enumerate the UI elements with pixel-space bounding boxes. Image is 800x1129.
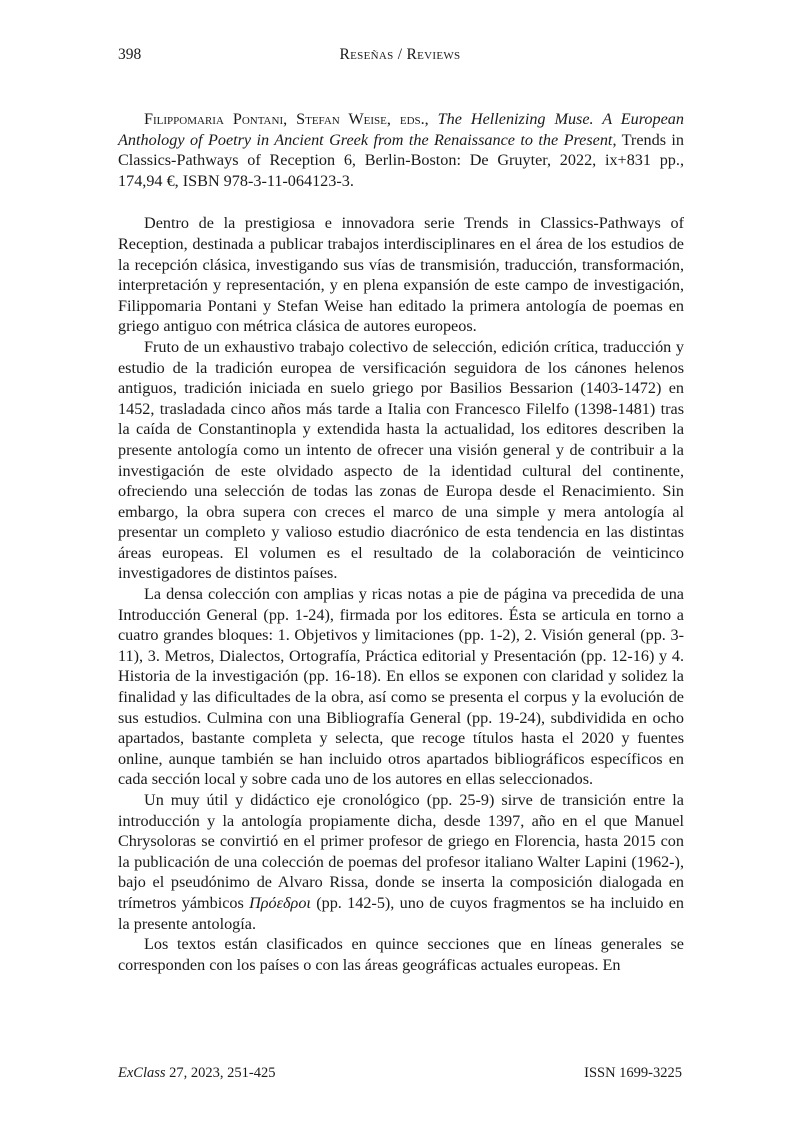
bibliographic-citation [118, 109, 684, 191]
paragraph [118, 790, 684, 934]
paragraph: La densa colección con amplias y ricas notas a pie de página va precedida de una Introducción General (pp. 1-24), firmada por los editores. Ésta se articula en torno a cuatro grandes bloques: 1. Objetivos y limitaciones (pp. 1-2), 2. Visión general (pp. 3-11), 3. Metros, Dialectos, Ortografía, Práctica editorial y Presentación (pp. 12-16) y 4. Historia de la investigación (pp. 16-18). En ellos se exponen con claridad y solidez la finalidad y las dificultades de la obra, así como se presenta el corpus y la evolución de sus estudios. Culmina con una Bibliografía General (pp. 19-24), subdividida en ocho apartados, bastante completa y selecta, que recoge títulos hasta el 2020 y fuentes online, aunque también se han incluido otros apartados bibliográficos específicos en cada sección local y sobre cada uno de los autores en ellas seleccionados. [118, 585, 684, 789]
greek-title: Πρόεδροι [249, 893, 311, 912]
citation-details: , Trends in Classics-Pathways of Reception 6, Berlin-Boston: De Gruyter, 2022, ix+831 pp., 174,94 €, ISBN 978-3-11-064123-3. [118, 130, 684, 190]
paragraph-text: (pp. 142-5), uno de cuyos fragmentos se ha incluido en la presente antología. [118, 893, 684, 933]
paragraph: Los textos están clasificados en quince secciones que en líneas generales se corresponden con los países o con las áreas geográficas actuales europeas. En [118, 935, 684, 974]
paragraph: Fruto de un exhaustivo trabajo colectivo de selección, edición crítica, traducción y estudio de la tradición europea de versificación seguidora de los cánones helenos antiguos, tradición iniciada en suelo griego por Basilios Bessarion (1403-1472) en 1452, trasladada cinco años más tarde a Italia con Francesco Filelfo (1398-1481) tras la caída de Constantinopla y extendida hasta la actualidad, los editores describen la presente antología como un intento de ofrecer una visión general y de contribuir a la investigación de este olvidado aspecto de la identidad cultural del continente, ofreciendo una selección de todas las zonas de Europa desde el Renacimiento. Sin embargo, la obra supera con creces el marco de una simple y mera antología al presentar un completo y valioso estudio diacrónico de esta tendencia en las distintas áreas europeas. El volumen es el resultado de la colaboración de veinticinco investigadores de distintos países. [118, 337, 684, 583]
paragraph: Dentro de la prestigiosa e innovadora serie Trends in Classics-Pathways of Reception, destinada a publicar trabajos interdisciplinares en el área de los estudios de la recepción clásica, investigando sus vías de transmisión, traducción, transformación, interpretación y representación, y en plena expansión de este campo de investigación, Filippomaria Pontani y Stefan Weise han editado la primera antología de poemas en griego antiguo con métrica clásica de autores europeos. [118, 214, 684, 336]
paragraph-text: Un muy útil y didáctico eje cronológico (pp. 25-9) sirve de transición entre la introducción y la antología propiamente dicha, desde 1397, año en el que Manuel Chrysoloras se convirtió en el primer profesor de griego en Florencia, hasta 2015 con la publicación de una colección de poemas del profesor italiano Walter Lapini (1962-), bajo el pseudónimo de Alvaro Rissa, donde se inserta la composición dialogada en trímetros yámbicos [118, 791, 684, 912]
issn: ISSN 1699-3225 [584, 1065, 682, 1081]
journal-reference [118, 1065, 276, 1082]
page-header [118, 46, 682, 68]
journal-name: ExClass [118, 1065, 166, 1081]
review-body [118, 109, 684, 975]
citation-authors: Filippomaria Pontani, Stefan Weise, eds., [144, 110, 429, 128]
page-footer [118, 1065, 682, 1085]
page-number: 398 [118, 46, 142, 63]
journal-volume: 27, 2023, 251-425 [165, 1065, 276, 1081]
citation-book-title: The Hellenizing Muse. A European Anthology of Poetry in Ancient Greek from the Renaissance to the Present [118, 110, 684, 149]
running-title: Reseñas / Reviews [339, 46, 461, 63]
